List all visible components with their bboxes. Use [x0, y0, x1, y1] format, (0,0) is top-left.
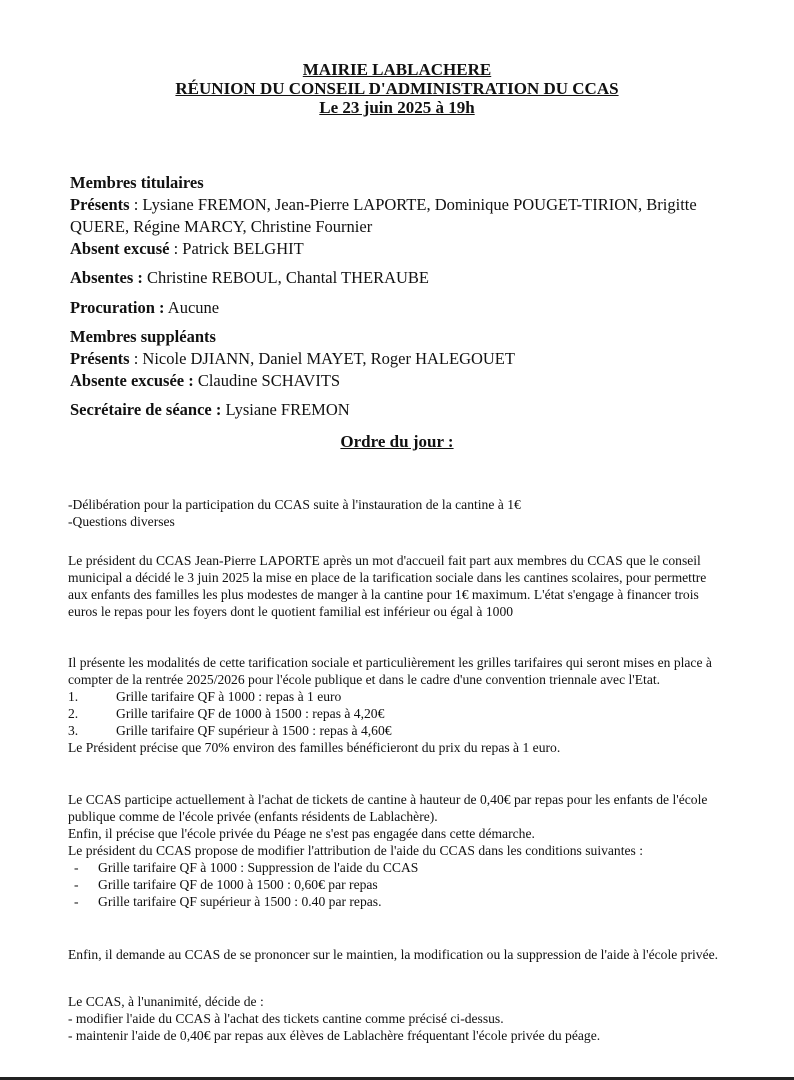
list-item: 2. Grille tarifaire QF de 1000 à 1500 : repas à 4,20€	[68, 706, 385, 721]
paragraph-intro	[68, 552, 728, 620]
agenda-item: -Questions diverses	[68, 514, 175, 529]
procuration-line	[70, 297, 710, 319]
paragraph-text: Enfin, il demande au CCAS de se prononcer sur le maintien, la modification ou la suppression de l'aide à l'école privée.	[68, 947, 719, 962]
suppleants-heading: Membres suppléants	[70, 327, 216, 346]
paragraph-text: Il présente les modalités de cette tarification sociale et particulièrement les grilles tarifaires qui seront mises en place à compter de la rentrée 2025/2026 pour l'école publique et dans le cadre d'une convention triennale avec l'Etat.	[68, 655, 712, 687]
list-item: 3. Grille tarifaire QF supérieur à 1500 : repas à 4,60€	[68, 723, 392, 738]
presents-list: : Lysiane FREMON, Jean-Pierre LAPORTE, Dominique POUGET-TIRION, Brigitte QUERE, Régine MARCY, Christine Fournier	[70, 195, 697, 236]
paragraph-text: Le Président précise que 70% environ des familles bénéficieront du prix du repas à 1 euro.	[68, 740, 561, 755]
procuration-value: Aucune	[164, 298, 220, 317]
paragraph-text: Le président du CCAS propose de modifier l'attribution de l'aide du CCAS dans les conditions suivantes :	[68, 843, 644, 858]
absentes-label: Absentes :	[70, 268, 143, 287]
suppleants-presents-list: : Nicole DJIANN, Daniel MAYET, Roger HALEGOUET	[129, 349, 515, 368]
paragraph-decision	[68, 993, 728, 1044]
paragraph-text: Le CCAS, à l'unanimité, décide de :	[68, 994, 264, 1009]
absente-name: Claudine SCHAVITS	[193, 371, 341, 390]
absentes-line	[70, 267, 710, 289]
paragraph-ccas	[68, 791, 728, 910]
agenda-title: Ordre du jour :	[340, 432, 454, 451]
absente-label: Absente excusée :	[70, 371, 194, 390]
paragraph-text: - maintenir l'aide de 0,40€ par repas aux élèves de Lablachère fréquentant l'école privée du péage.	[68, 1028, 601, 1043]
presents-label: Présents	[70, 195, 130, 214]
paragraph-ecole-privee	[68, 946, 728, 963]
paragraph-text: Enfin, il précise que l'école privée du Péage ne s'est pas engagée dans cette démarche.	[68, 826, 535, 841]
list-item: - Grille tarifaire QF à 1000 : Suppression de l'aide du CCAS	[74, 860, 419, 875]
header-date: Le 23 juin 2025 à 19h	[319, 98, 475, 117]
absent-name: : Patrick BELGHIT	[169, 239, 304, 258]
paragraph-text: Le CCAS participe actuellement à l'achat de tickets de cantine à hauteur de 0,40€ par repas pour les enfants de l'école publique comme de l'école privée (enfants résidents de Lablachère).	[68, 792, 708, 824]
paragraph-text: - modifier l'aide du CCAS à l'achat des tickets cantine comme précisé ci-dessus.	[68, 1011, 504, 1026]
titulaires-section	[70, 172, 710, 260]
suppleants-presents-label: Présents	[70, 349, 130, 368]
paragraph-text: Le président du CCAS Jean-Pierre LAPORTE après un mot d'accueil fait part aux membres du CCAS que le conseil municipal a décidé le 3 juin 2025 la mise en place de la tarification sociale dans les cantines scolaires, pour permettre aux enfants des familles les plus modestes de manger à la cantine pour 1€ maximum. L'état s'engage à financer trois euros le repas pour les foyers dont le quotient familial est inférieur ou égal à 1000	[68, 553, 707, 619]
secretaire-line	[70, 399, 710, 421]
secretaire-label: Secrétaire de séance :	[70, 400, 222, 419]
list-item: - Grille tarifaire QF de 1000 à 1500 : 0,60€ par repas	[74, 877, 378, 892]
document-header	[0, 60, 794, 117]
secretaire-name: Lysiane FREMON	[221, 400, 350, 419]
list-item: 1. Grille tarifaire QF à 1000 : repas à 1 euro	[68, 689, 342, 704]
agenda-list	[68, 496, 728, 530]
titulaires-heading: Membres titulaires	[70, 173, 204, 192]
header-mairie: MAIRIE LABLACHERE	[302, 60, 492, 79]
suppleants-section	[70, 326, 710, 392]
absent-label: Absent excusé	[70, 239, 170, 258]
agenda-item: -Délibération pour la participation du CCAS suite à l'instauration de la cantine à 1€	[68, 497, 521, 512]
list-item: - Grille tarifaire QF supérieur à 1500 : 0.40 par repas.	[74, 894, 382, 909]
paragraph-tarification	[68, 654, 728, 756]
header-reunion: RÉUNION DU CONSEIL D'ADMINISTRATION DU CCAS	[175, 79, 619, 98]
procuration-label: Procuration :	[70, 298, 165, 317]
absentes-names: Christine REBOUL, Chantal THERAUBE	[142, 268, 430, 287]
